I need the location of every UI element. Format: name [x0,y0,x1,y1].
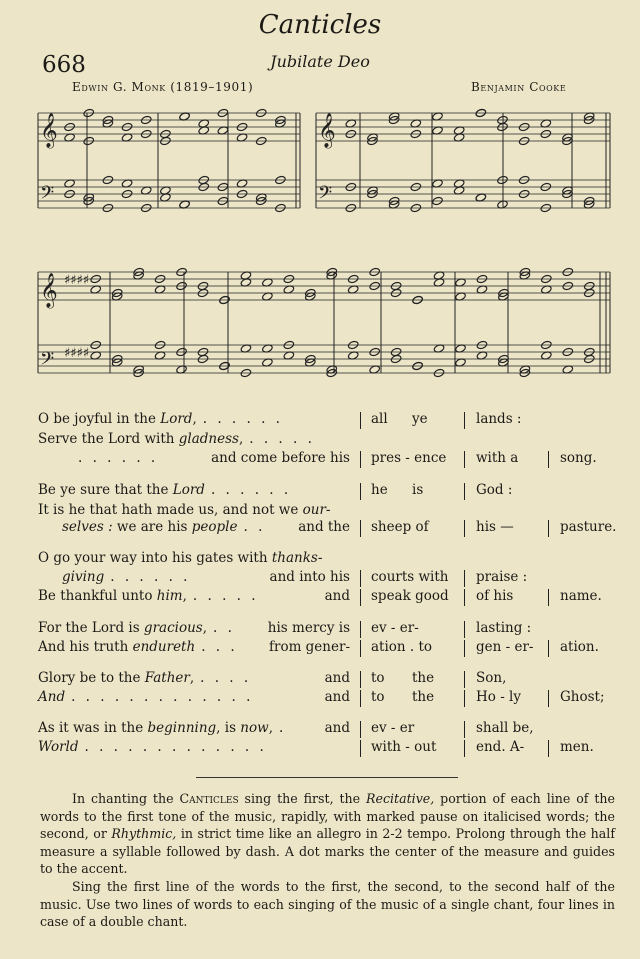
chant-line-recitative: World . . . . . . . . . . . . . [38,739,267,755]
measure-bar [464,451,465,468]
chant-line-recitative: As it was in the beginning, is now, . [38,720,287,736]
chant-line-recitative: Serve the Lord with gladness, . . . . . [38,431,315,447]
treble-clef-icon: 𝄞 [40,273,58,308]
chant-line-end: and [324,588,350,604]
measure-bar [464,721,465,738]
chant-line-end: and [324,720,350,736]
measure-bar [360,412,361,429]
chant-measure-m3: of his [476,588,514,604]
instruction-paragraph-2: Sing the first line of the words to the first, the second, to the second half of the music. Use two lines of words to each singing of the music of a single chant, four lines in case of a double chant. [40,878,615,930]
chant-measure-m4: men. [560,739,594,755]
chant-measure-m1: ev - er- [371,620,419,636]
measure-bar [464,671,465,688]
chant-measure-m4: Ghost; [560,689,605,705]
chanting-instructions [40,790,615,931]
measure-bar [548,640,549,657]
composer-right: Benjamin Cooke [471,80,567,94]
measure-bar [464,621,465,638]
chant-line-end: and [324,670,350,686]
chant-measure-m3: Son, [476,670,507,686]
bass-clef-icon: 𝄢 [40,183,55,208]
section-title: Canticles [258,10,382,40]
chant-line-recitative: O be joyful in the Lord, . . . . . . [38,411,283,427]
measure-bar [360,570,361,587]
measure-bar [464,589,465,606]
chant-line-recitative: giving . . . . . . [62,569,191,585]
chant-measure-m2: ye [412,411,428,427]
measure-bar [360,740,361,757]
chant-measure-m1: to [371,670,385,686]
measure-bar [464,412,465,429]
chant-line-recitative: Be ye sure that the Lord . . . . . . [38,482,292,498]
bass-clef-icon: 𝄢 [40,349,55,374]
chant-measure-m4: ation. [560,639,599,655]
chant-measure-m1: pres - ence [371,450,447,466]
chant-line-recitative: For the Lord is gracious, . . [38,620,235,636]
measure-bar [464,740,465,757]
chant-measure-m3: his — [476,519,514,535]
chant-measure-m2: the [412,689,435,705]
key-signature-sharps-icon: ♯♯♯♯ [64,346,90,361]
measure-bar [360,621,361,638]
measure-bar [548,589,549,606]
chant-measure-m3: lasting : [476,620,532,636]
measure-bar [464,640,465,657]
measure-bar [360,520,361,537]
divider [196,777,458,778]
measure-bar [464,570,465,587]
measure-bar [548,451,549,468]
measure-bar [360,589,361,606]
chant-measure-m1: to [371,689,385,705]
measure-bar [360,690,361,707]
chant-line-end: and the [298,519,350,535]
chant-line-end: and [324,689,350,705]
chant-measure-m2: is [412,482,424,498]
measure-bar [360,451,361,468]
chant-measure-m1: with - out [371,739,437,755]
measure-bar [464,483,465,500]
chant-line-recitative: Be thankful unto him, . . . . . [38,588,259,604]
treble-clef-icon: 𝄞 [318,113,336,148]
instruction-paragraph-1: In chanting the Canticles sing the first, the Recitative, portion of each line of the words to the first tone of the music, rapidly, with marked pause on italicised words; the second, or Rhythmic, in strict time like an allegro in 2-2 tempo. Prolong through the half measure a syllable followed by dash. A dot marks the center of the measure and guides to the accent. [40,791,615,877]
chant-measure-m3: lands : [476,411,522,427]
key-signature-sharps-icon: ♯♯♯♯ [64,273,90,288]
music-score [0,0,640,400]
measure-bar [360,721,361,738]
chant-line-recitative: selves : we are his people . . [62,519,266,535]
bass-clef-icon: 𝄢 [318,183,333,208]
chant-line-end: and into his [269,569,350,585]
chant-measure-m2: the [412,670,435,686]
tune-name: Jubilate Deo [270,52,370,71]
chant-measure-m3: Ho - ly [476,689,521,705]
chant-measure-m1: he [371,482,388,498]
chant-measure-m3: praise : [476,569,528,585]
chant-line-recitative: It is he that hath made us, and not we our- [38,502,331,518]
chant-line-end: and come before his [211,450,350,466]
chant-measure-m3: God : [476,482,513,498]
treble-clef-icon: 𝄞 [40,113,58,148]
chant-measure-m1: ation . to [371,639,433,655]
chant-measure-m3: shall be, [476,720,534,736]
chant-measure-m1: courts with [371,569,449,585]
chant-line-recitative: O go your way into his gates with thanks- [38,550,323,566]
measure-bar [548,740,549,757]
chant-line-recitative: And . . . . . . . . . . . . . [38,689,254,705]
chant-measure-m4: pasture. [560,519,617,535]
chant-line-end: his mercy is [267,620,350,636]
chant-line-recitative: . . . . . . [78,450,159,466]
chant-line-recitative: Glory be to the Father, . . . . [38,670,252,686]
chant-measure-m3: end. A- [476,739,525,755]
measure-bar [548,690,549,707]
measure-bar [360,483,361,500]
chant-measure-m1: all [371,411,388,427]
chant-measure-m4: name. [560,588,602,604]
chant-measure-m3: gen - er- [476,639,534,655]
composer-left: Edwin G. Monk (1819–1901) [72,80,254,94]
chant-line-end: from gener- [269,639,350,655]
chant-line-recitative: And his truth endureth . . . [38,639,238,655]
chant-measure-m4: song. [560,450,597,466]
chant-measure-m1: speak good [371,588,449,604]
measure-bar [464,690,465,707]
measure-bar [360,671,361,688]
chant-measure-m3: with a [476,450,519,466]
measure-bar [360,640,361,657]
measure-bar [464,520,465,537]
measure-bar [548,520,549,537]
chant-measure-m1: sheep of [371,519,429,535]
hymn-number: 668 [42,52,86,78]
chant-measure-m1: ev - er [371,720,415,736]
